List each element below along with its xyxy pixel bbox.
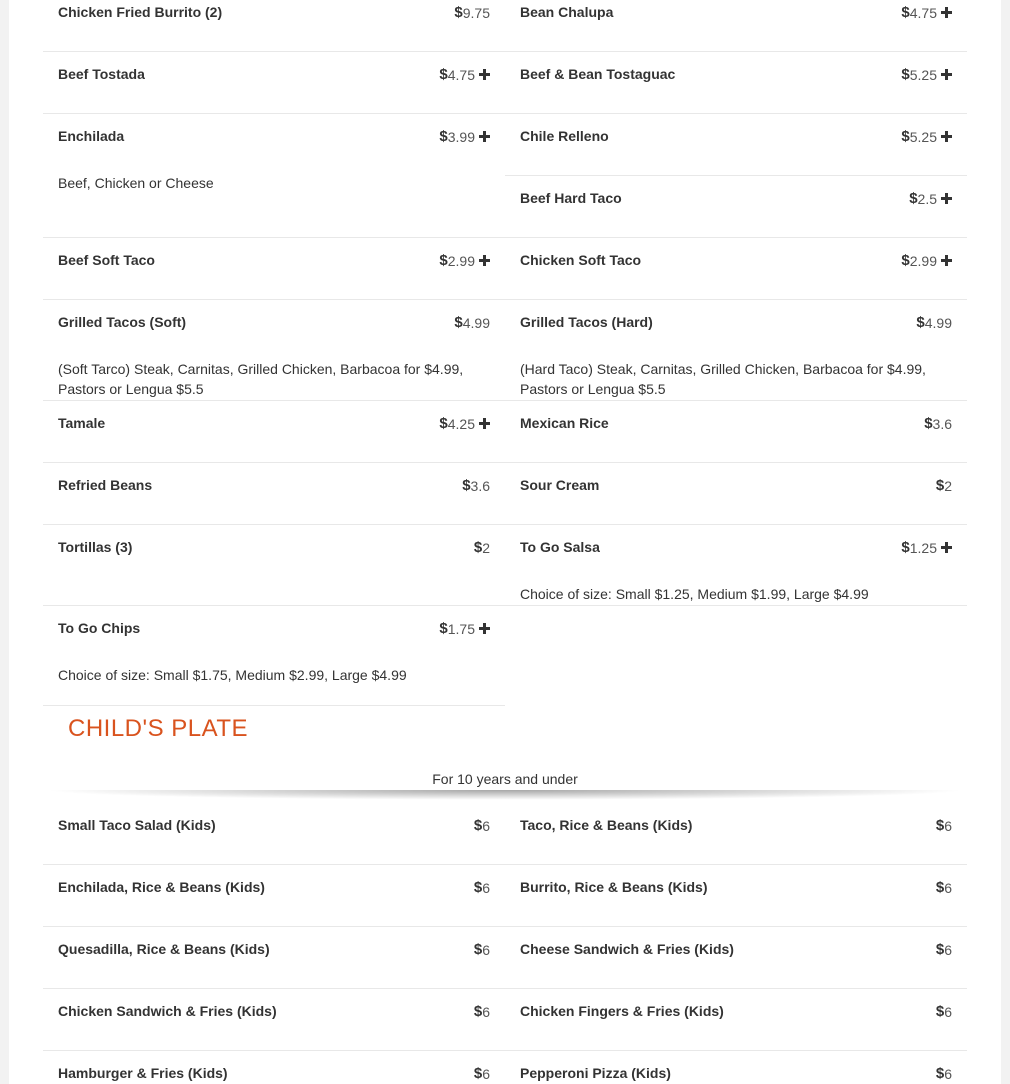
price-value: 6 bbox=[482, 879, 490, 896]
price-value: 1.25 bbox=[909, 539, 937, 556]
menu-item-burrito-rice-beans-kids[interactable] bbox=[505, 865, 967, 927]
item-description: (Hard Taco) Steak, Carnitas, Grilled Chicken, Barbacoa for $4.99, Pastors or Lengua $5.5 bbox=[520, 361, 926, 397]
currency-symbol: $ bbox=[473, 1065, 483, 1082]
plus-icon[interactable] bbox=[479, 418, 490, 429]
currency-symbol: $ bbox=[924, 415, 933, 432]
price-value: 1.75 bbox=[447, 620, 475, 637]
price-value: 5.25 bbox=[909, 66, 937, 83]
price-value: 2.5 bbox=[917, 190, 937, 207]
item-price bbox=[936, 817, 952, 834]
currency-symbol: $ bbox=[439, 252, 448, 269]
menu-item-sour-cream[interactable] bbox=[505, 463, 967, 525]
currency-symbol: $ bbox=[473, 539, 483, 556]
item-description: Choice of size: Small $1.75, Medium $2.99, Large $4.99 bbox=[58, 667, 407, 683]
price-value: 2 bbox=[482, 539, 490, 556]
menu-item-pepperoni-pizza-kids[interactable] bbox=[505, 1051, 967, 1084]
kids-column-left bbox=[43, 803, 505, 1084]
item-name: Sour Cream bbox=[520, 477, 600, 493]
plus-icon[interactable] bbox=[479, 131, 490, 142]
plus-icon[interactable] bbox=[941, 255, 952, 266]
item-name: Chicken Soft Taco bbox=[520, 252, 642, 268]
item-price bbox=[439, 66, 490, 83]
currency-symbol: $ bbox=[462, 477, 471, 494]
currency-symbol: $ bbox=[935, 477, 945, 494]
item-price bbox=[924, 415, 952, 432]
menu-item-chicken-fingers-fries-kids[interactable] bbox=[505, 989, 967, 1051]
currency-symbol: $ bbox=[473, 879, 483, 896]
item-price bbox=[454, 314, 490, 331]
menu-item-chicken-soft-taco[interactable] bbox=[505, 238, 967, 300]
currency-symbol: $ bbox=[901, 252, 910, 269]
item-price bbox=[462, 477, 490, 494]
section-divider bbox=[43, 790, 967, 800]
item-name: Refried Beans bbox=[58, 477, 153, 493]
item-price bbox=[474, 817, 490, 834]
item-price bbox=[916, 314, 952, 331]
plus-icon[interactable] bbox=[479, 69, 490, 80]
menu-item-grilled-tacos-hard[interactable] bbox=[505, 300, 967, 401]
price-value: 4.75 bbox=[909, 4, 937, 21]
item-price bbox=[439, 252, 490, 269]
plus-icon[interactable] bbox=[941, 69, 952, 80]
item-name: Chicken Sandwich & Fries (Kids) bbox=[58, 1003, 277, 1019]
menu-item-bean-chalupa[interactable] bbox=[505, 0, 967, 52]
item-description: Choice of size: Small $1.25, Medium $1.99, Large $4.99 bbox=[520, 586, 869, 602]
currency-symbol: $ bbox=[454, 4, 463, 21]
item-name: Quesadilla, Rice & Beans (Kids) bbox=[58, 941, 270, 957]
menu-item-enchilada[interactable] bbox=[43, 114, 505, 238]
item-price bbox=[454, 4, 490, 21]
price-value: 6 bbox=[944, 817, 952, 834]
item-price bbox=[439, 620, 490, 637]
item-name: Mexican Rice bbox=[520, 415, 609, 431]
price-value: 5.25 bbox=[909, 128, 937, 145]
item-price bbox=[936, 477, 952, 494]
item-description: Beef, Chicken or Cheese bbox=[58, 175, 214, 191]
item-name: Tamale bbox=[58, 415, 106, 431]
item-price bbox=[909, 190, 952, 207]
item-name: To Go Salsa bbox=[520, 539, 600, 555]
price-value: 2.99 bbox=[447, 252, 475, 269]
plus-icon[interactable] bbox=[479, 255, 490, 266]
item-price bbox=[936, 1065, 952, 1082]
currency-symbol: $ bbox=[439, 620, 448, 637]
item-price bbox=[936, 879, 952, 896]
menu-item-small-taco-salad-kids[interactable] bbox=[43, 803, 505, 865]
item-name: Burrito, Rice & Beans (Kids) bbox=[520, 879, 708, 895]
plus-icon[interactable] bbox=[479, 623, 490, 634]
item-name: Small Taco Salad (Kids) bbox=[58, 817, 216, 833]
item-price bbox=[474, 879, 490, 896]
price-value: 6 bbox=[944, 1003, 952, 1020]
plus-icon[interactable] bbox=[941, 7, 952, 18]
currency-symbol: $ bbox=[935, 879, 945, 896]
item-price bbox=[474, 1065, 490, 1082]
item-name: Taco, Rice & Beans (Kids) bbox=[520, 817, 693, 833]
menu-item-beef-tostada[interactable] bbox=[43, 52, 505, 114]
currency-symbol: $ bbox=[916, 314, 925, 331]
currency-symbol: $ bbox=[909, 190, 918, 207]
price-value: 6 bbox=[482, 1065, 490, 1082]
plus-icon[interactable] bbox=[941, 131, 952, 142]
item-price bbox=[474, 941, 490, 958]
currency-symbol: $ bbox=[473, 941, 483, 958]
item-price bbox=[474, 539, 490, 556]
item-name: Pepperoni Pizza (Kids) bbox=[520, 1065, 671, 1081]
plus-icon[interactable] bbox=[941, 193, 952, 204]
item-name: Hamburger & Fries (Kids) bbox=[58, 1065, 228, 1081]
currency-symbol: $ bbox=[935, 817, 945, 834]
price-value: 6 bbox=[482, 1003, 490, 1020]
item-name: Beef Soft Taco bbox=[58, 252, 155, 268]
price-value: 4.75 bbox=[447, 66, 475, 83]
menu-item-refried-beans[interactable] bbox=[43, 463, 505, 525]
menu-page bbox=[9, 0, 1001, 1084]
item-name: Cheese Sandwich & Fries (Kids) bbox=[520, 941, 734, 957]
item-price bbox=[936, 1003, 952, 1020]
item-price bbox=[901, 66, 952, 83]
item-name: Grilled Tacos (Soft) bbox=[58, 314, 187, 330]
currency-symbol: $ bbox=[439, 66, 448, 83]
menu-item-to-go-chips[interactable] bbox=[43, 606, 505, 706]
currency-symbol: $ bbox=[901, 66, 910, 83]
price-value: 4.99 bbox=[462, 314, 490, 331]
menu-column-left bbox=[43, 0, 505, 706]
kids-column-right bbox=[505, 803, 967, 1084]
item-price bbox=[936, 941, 952, 958]
menu-item-taco-rice-beans-kids[interactable] bbox=[505, 803, 967, 865]
price-value: 2 bbox=[944, 477, 952, 494]
item-description: (Soft Tarco) Steak, Carnitas, Grilled Chicken, Barbacoa for $4.99, Pastors or Lengua $5.5 bbox=[58, 361, 464, 397]
currency-symbol: $ bbox=[935, 1065, 945, 1082]
menu-item-mexican-rice[interactable] bbox=[505, 401, 967, 463]
price-value: 9.75 bbox=[462, 4, 490, 21]
item-name: Beef Hard Taco bbox=[520, 190, 622, 206]
item-name: Bean Chalupa bbox=[520, 4, 614, 20]
menu-item-beef-bean-tostaguac[interactable] bbox=[505, 52, 967, 114]
menu-item-enchilada-rice-beans-kids[interactable] bbox=[43, 865, 505, 927]
item-price bbox=[901, 539, 952, 556]
price-value: 3.99 bbox=[447, 128, 475, 145]
price-value: 6 bbox=[482, 941, 490, 958]
price-value: 6 bbox=[482, 817, 490, 834]
item-name: Grilled Tacos (Hard) bbox=[520, 314, 653, 330]
menu-column-right bbox=[505, 0, 967, 606]
menu-item-to-go-salsa[interactable] bbox=[505, 525, 967, 606]
currency-symbol: $ bbox=[901, 128, 910, 145]
currency-symbol: $ bbox=[935, 941, 945, 958]
currency-symbol: $ bbox=[439, 415, 448, 432]
currency-symbol: $ bbox=[473, 1003, 483, 1020]
item-price bbox=[439, 415, 490, 432]
menu-item-tortillas-3[interactable] bbox=[43, 525, 505, 606]
currency-symbol: $ bbox=[901, 4, 910, 21]
currency-symbol: $ bbox=[935, 1003, 945, 1020]
price-value: 6 bbox=[944, 879, 952, 896]
item-price bbox=[901, 128, 952, 145]
menu-item-cheese-sandwich-fries-kids[interactable] bbox=[505, 927, 967, 989]
section-title: CHILD'S PLATE bbox=[68, 715, 249, 742]
item-name: Beef Tostada bbox=[58, 66, 145, 82]
price-value: 3.6 bbox=[932, 415, 952, 432]
plus-icon[interactable] bbox=[941, 542, 952, 553]
price-value: 6 bbox=[944, 941, 952, 958]
item-name: Chicken Fingers & Fries (Kids) bbox=[520, 1003, 724, 1019]
item-name: Chicken Fried Burrito (2) bbox=[58, 4, 223, 20]
item-name: Enchilada, Rice & Beans (Kids) bbox=[58, 879, 265, 895]
price-value: 3.6 bbox=[470, 477, 490, 494]
item-price bbox=[439, 128, 490, 145]
item-name: Beef & Bean Tostaguac bbox=[520, 66, 676, 82]
item-name: Enchilada bbox=[58, 128, 125, 144]
menu-item-grilled-tacos-soft[interactable] bbox=[43, 300, 505, 401]
menu-item-chicken-fried-burrito-2[interactable] bbox=[43, 0, 505, 52]
menu-item-quesadilla-rice-beans-kids[interactable] bbox=[43, 927, 505, 989]
menu-item-beef-soft-taco[interactable] bbox=[43, 238, 505, 300]
item-price bbox=[901, 4, 952, 21]
price-value: 4.99 bbox=[924, 314, 952, 331]
item-name: Chile Relleno bbox=[520, 128, 609, 144]
item-price bbox=[474, 1003, 490, 1020]
price-value: 2.99 bbox=[909, 252, 937, 269]
item-name: To Go Chips bbox=[58, 620, 141, 636]
currency-symbol: $ bbox=[901, 539, 910, 556]
menu-item-chile-relleno[interactable] bbox=[505, 114, 967, 176]
menu-item-hamburger-fries-kids[interactable] bbox=[43, 1051, 505, 1084]
currency-symbol: $ bbox=[454, 314, 463, 331]
menu-item-tamale[interactable] bbox=[43, 401, 505, 463]
currency-symbol: $ bbox=[473, 817, 483, 834]
menu-item-chicken-sandwich-fries-kids[interactable] bbox=[43, 989, 505, 1051]
item-name: Tortillas (3) bbox=[58, 539, 133, 555]
price-value: 4.25 bbox=[447, 415, 475, 432]
currency-symbol: $ bbox=[439, 128, 448, 145]
section-subtitle: For 10 years and under bbox=[432, 771, 578, 787]
menu-item-beef-hard-taco[interactable] bbox=[505, 176, 967, 238]
price-value: 6 bbox=[944, 1065, 952, 1082]
item-price bbox=[901, 252, 952, 269]
